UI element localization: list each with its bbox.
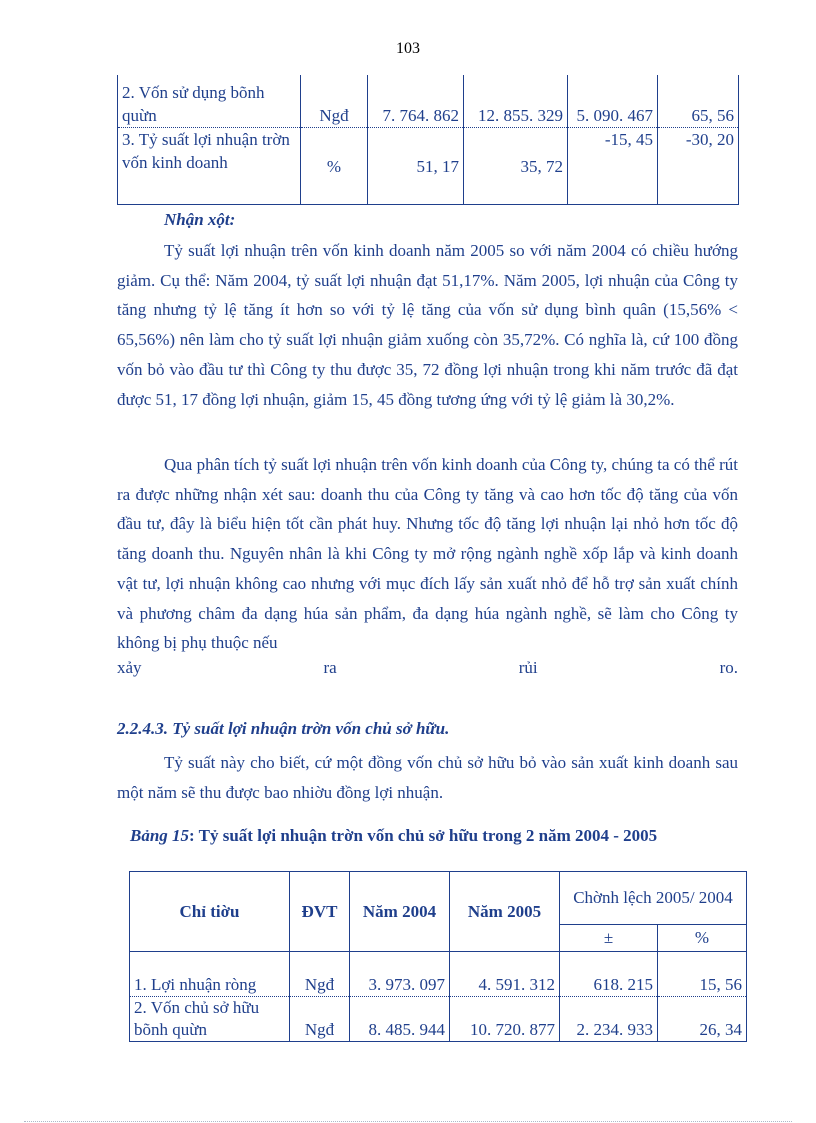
header-diff-pct: % bbox=[658, 925, 747, 952]
table-cell: 618. 215 bbox=[560, 952, 658, 997]
table-row bbox=[130, 997, 747, 1042]
paragraph bbox=[117, 748, 738, 807]
table-cell: 15, 56 bbox=[658, 952, 747, 997]
table-cell: 4. 591. 312 bbox=[450, 952, 560, 997]
table-cell: 26, 34 bbox=[658, 997, 747, 1042]
header-year-2005: Năm 2005 bbox=[450, 872, 560, 952]
table-cell: -30, 20 bbox=[658, 128, 739, 205]
table-cell: Ngđ bbox=[301, 75, 368, 128]
table-cell: Ngđ bbox=[290, 952, 350, 997]
remark-heading: Nhận xột: bbox=[164, 210, 236, 229]
table-caption bbox=[130, 826, 657, 846]
top-table-fragment bbox=[117, 75, 739, 205]
table-cell: 8. 485. 944 bbox=[350, 997, 450, 1042]
page-bottom-divider bbox=[24, 1121, 792, 1122]
paragraph-text: Qua phân tích tỷ suất lợi nhuận trên vốn kinh doanh của Công ty, chúng ta có thể rút ra được những nhận xét sau: doanh thu của Công ty tăng và cao hơn tốc độ tăng của vốn đầu tư, đây là biểu hiện tốt cần phát huy. Nhưng tốc độ tăng lợi nhuận lại nhỏ hơn tốc độ tăng doanh thu. Nguyên nhân là khi Công ty mở rộng ngành nghề xốp lắp và kinh doanh vật tư, lợi nhuận không cao nhưng với mục đích lấy sản xuất nhỏ để hỗ trợ sản xuất chính và phương châm đa dạng húa sản phẩm, đa dạng húa ngành nghề, sẽ làm cho Công ty không bị phụ thuộc nếu bbox=[117, 455, 738, 653]
table-cell: 3. Tỷ suất lợi nhuận trờn vốn kinh doanh bbox=[118, 128, 301, 205]
section-heading: 2.2.4.3. Tỷ suất lợi nhuận trờn vốn chủ sở hữu. bbox=[117, 719, 450, 738]
table-cell: 3. 973. 097 bbox=[350, 952, 450, 997]
table-cell: 5. 090. 467 bbox=[568, 75, 658, 128]
table-cell: 2. Vốn sử dụng bõnh quừn bbox=[118, 75, 301, 128]
paragraph bbox=[117, 450, 738, 658]
paragraph bbox=[117, 236, 738, 414]
table-cell: Ngđ bbox=[290, 997, 350, 1042]
table-cell: 1. Lợi nhuận ròng bbox=[130, 952, 290, 997]
header-year-2004: Năm 2004 bbox=[350, 872, 450, 952]
table-cell: -15, 45 bbox=[568, 128, 658, 205]
table-cell: 7. 764. 862 bbox=[368, 75, 464, 128]
paragraph-text: Tỷ suất lợi nhuận trên vốn kinh doanh năm 2005 so với năm 2004 có chiều hướng giảm. Cụ thể: Năm 2004, tỷ suất lợi nhuận đạt 51,17%. Năm 2005, lợi nhuận của Công ty tăng nhưng tỷ lệ tăng ít hơn so với tỷ lệ tăng của vốn sử dụng bình quân (15,56% < 65,56%) nên làm cho tỷ suất lợi nhuận giảm xuống còn 35,72%. Có nghĩa là, cứ 100 đồng vốn bỏ vào đầu tư thì Công ty thu được 35, 72 đồng lợi nhuận trong khi năm trước đã đạt được 51, 17 đồng lợi nhuận, giảm 15, 45 đồng tương ứng với tỷ lệ giảm là 30,2%. bbox=[117, 241, 738, 409]
header-indicator: Chỉ tiờu bbox=[130, 872, 290, 952]
paragraph-last-line bbox=[117, 658, 738, 678]
table-row bbox=[118, 128, 739, 205]
table-cell: 2. Vốn chủ sở hữu bõnh quừn bbox=[130, 997, 290, 1042]
header-unit: ĐVT bbox=[290, 872, 350, 952]
word: rủi bbox=[518, 658, 538, 677]
table-header-row bbox=[130, 872, 747, 925]
table-cell: 10. 720. 877 bbox=[450, 997, 560, 1042]
header-diff-abs: ± bbox=[560, 925, 658, 952]
table-row bbox=[130, 952, 747, 997]
table-cell: 51, 17 bbox=[368, 128, 464, 205]
table-cell: % bbox=[301, 128, 368, 205]
word: ra bbox=[323, 658, 337, 677]
table-cell: 2. 234. 933 bbox=[560, 997, 658, 1042]
table-row bbox=[118, 75, 739, 128]
table-caption-text: : Tỷ suất lợi nhuận trờn vốn chủ sở hữu trong 2 năm 2004 - 2005 bbox=[189, 826, 658, 845]
table-cell: 65, 56 bbox=[658, 75, 739, 128]
profit-on-equity-table bbox=[129, 871, 747, 1042]
table-cell: 12. 855. 329 bbox=[464, 75, 568, 128]
word: ro. bbox=[719, 658, 738, 677]
table-caption-label: Bảng 15 bbox=[130, 826, 190, 845]
page-number: 103 bbox=[396, 40, 420, 57]
word: xảy bbox=[117, 658, 142, 677]
header-diff: Chờnh lệch 2005/ 2004 bbox=[560, 872, 747, 925]
table-cell: 35, 72 bbox=[464, 128, 568, 205]
paragraph-text: Tỷ suất này cho biết, cứ một đồng vốn chủ sở hữu bỏ vào sản xuất kinh doanh sau một năm sẽ thu được bao nhiờu đồng lợi nhuận. bbox=[117, 753, 738, 802]
